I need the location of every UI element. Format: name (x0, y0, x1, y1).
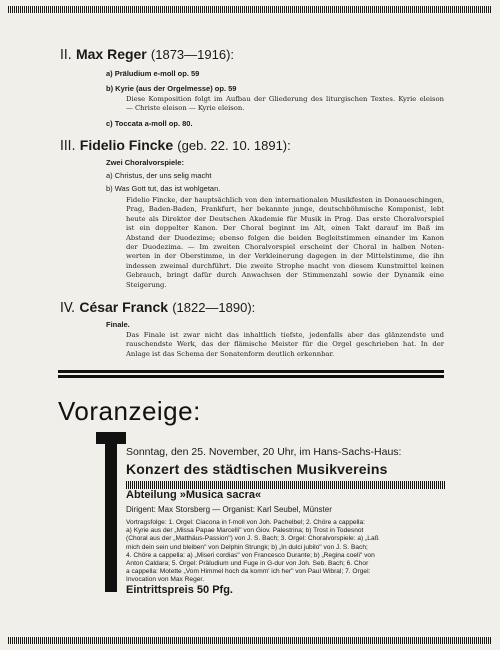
hatched-band (126, 481, 446, 489)
section-heading-franck (60, 299, 255, 316)
program-item: c) Toccata a-moll op. 80. (106, 119, 193, 128)
composer-dates: (1873—1916): (150, 47, 235, 62)
note-line: Das Finale ist zwar nicht das inhaltlich tiefste, jedenfalls aber das glänzendste und (126, 331, 444, 339)
program-line: 4. Chöre a cappella: a) „Miseri cordias" von Francesco Durante; b) „Regina coeli" von (126, 551, 375, 559)
program-item: a) Christus, der uns selig macht (106, 171, 212, 180)
program-subheading: Finale. (106, 320, 130, 329)
program-line: a) Kyrie aus der „Missa Papae Marcelli" von Giov. Palestrina; b) Trost in Todesnot (126, 527, 364, 535)
note-line: Prag, Baden-Baden, Frankfurt, her bekannte junge, deutschböhmische Komponist, lebt (126, 205, 444, 214)
program-note (126, 95, 444, 114)
note-line: rauschendste Werk, das der flämische Meister für die Orgel geschrieben hat. In der (126, 340, 444, 349)
note-line: indessen zweimal durchführt. Die zweite Strophe macht von diesem Kunstmittel keinen (126, 261, 444, 270)
note-line: werten in der Oberstimme, in der Verkleinerung dagegen in der Mittelstimme, die ihn (126, 252, 444, 261)
divider-rule (58, 375, 444, 378)
section-number: III. (60, 139, 76, 154)
section-heading-fincke (60, 137, 291, 154)
composer-dates: (geb. 22. 10. 1891): (177, 138, 291, 153)
note-line: Fidelio Fincke, der hauptsächlich von den internationalen Musikfesten in Donaueschingen, (126, 196, 444, 204)
note-line: Steigerung. (126, 280, 167, 289)
program-line: (Choral aus der „Matthäus-Passion") von J. S. Bach; 3. Orgel: Choralvorspiele: a) „Laß (126, 535, 379, 543)
note-line: ist ein doppelter Kanon. Der Choral beginnt im Alt, einen Takt darauf im Baß im (126, 224, 444, 233)
concert-program (126, 519, 446, 585)
note-line: — Christe eleison — Kyrie eleison. (126, 104, 245, 113)
composer-name: Fidelio Fincke (79, 137, 174, 153)
bottom-border (8, 637, 492, 644)
program-item: a) Präludium e-moll op. 59 (106, 69, 200, 78)
program-line: Anton Caldara; 5. Orgel: Präludium und Fuge in G-dur von Joh. Seb. Bach; 6. Chor (126, 560, 369, 568)
program-item: b) Was Gott tut, das ist wohlgetan. (106, 184, 221, 193)
note-line: Anlage ist das Schema der Sonatenform deutlich erkennbar. (126, 349, 335, 358)
composer-name: César Franck (79, 299, 169, 315)
program-note (126, 331, 444, 359)
concert-title: Konzert des städtischen Musikvereins (126, 461, 388, 477)
admission-price: Eintrittspreis 50 Pfg. (126, 584, 233, 596)
composer-name: Max Reger (75, 46, 147, 62)
section-number: II. (60, 48, 72, 63)
concert-department: Abteilung »Musica sacra« (126, 489, 262, 501)
concert-date: Sonntag, den 25. November, 20 Uhr, im Hans-Sachs-Haus: (126, 446, 402, 458)
concert-conductor: Dirigent: Max Storsberg — Organist: Karl Seubel, Münster (126, 505, 332, 514)
note-line: Diese Komposition folgt im Aufbau der Gliederung des liturgischen Textes. Kyrie eleison (126, 95, 444, 103)
program-subheading: Zwei Choralvorspiele: (106, 158, 184, 167)
note-line: Gebrauch, bringt dafür durch Anwachsen der Stimmenzahl sowie der Dynamik eine (126, 271, 444, 280)
program-note (126, 196, 444, 290)
program-line: Vortragsfolge: 1. Orgel: Ciacona in f-moll von Joh. Pachelbel; 2. Chöre a cappella: (126, 519, 365, 526)
announcement-heading: Voranzeige: (58, 396, 201, 426)
section-number: IV. (60, 301, 76, 316)
note-line: der Duodezima. — Im zweiten Choralvorspiel erscheint der Choral in halben Noten- (126, 243, 444, 252)
composer-dates: (1822—1890): (172, 300, 256, 315)
program-line: Invocation von Max Reger. (126, 576, 205, 584)
note-line: Abstand der Duodezime; ebenso folgen die beiden Begleitstimmen einander im Kanon (126, 233, 444, 242)
decorative-t-glyph (96, 432, 126, 592)
program-item: b) Kyrie (aus der Orgelmesse) op. 59 (106, 84, 237, 93)
section-heading-reger (60, 46, 234, 63)
program-line: mich dein sein und bleiben" von Delphin Strungk; b) „In dulci jubilo" von J. S. Bach; (126, 543, 368, 551)
program-line: a cappella: Motette „Vom Himmel hoch da komm' ich her" von Paul Wibral; 7. Orgel: (126, 568, 371, 576)
divider-rule (58, 370, 444, 373)
note-line: heute als Direktor der Deutschen Akademie für Musik in Prag. Das erste Choralvorspiel (126, 214, 444, 223)
